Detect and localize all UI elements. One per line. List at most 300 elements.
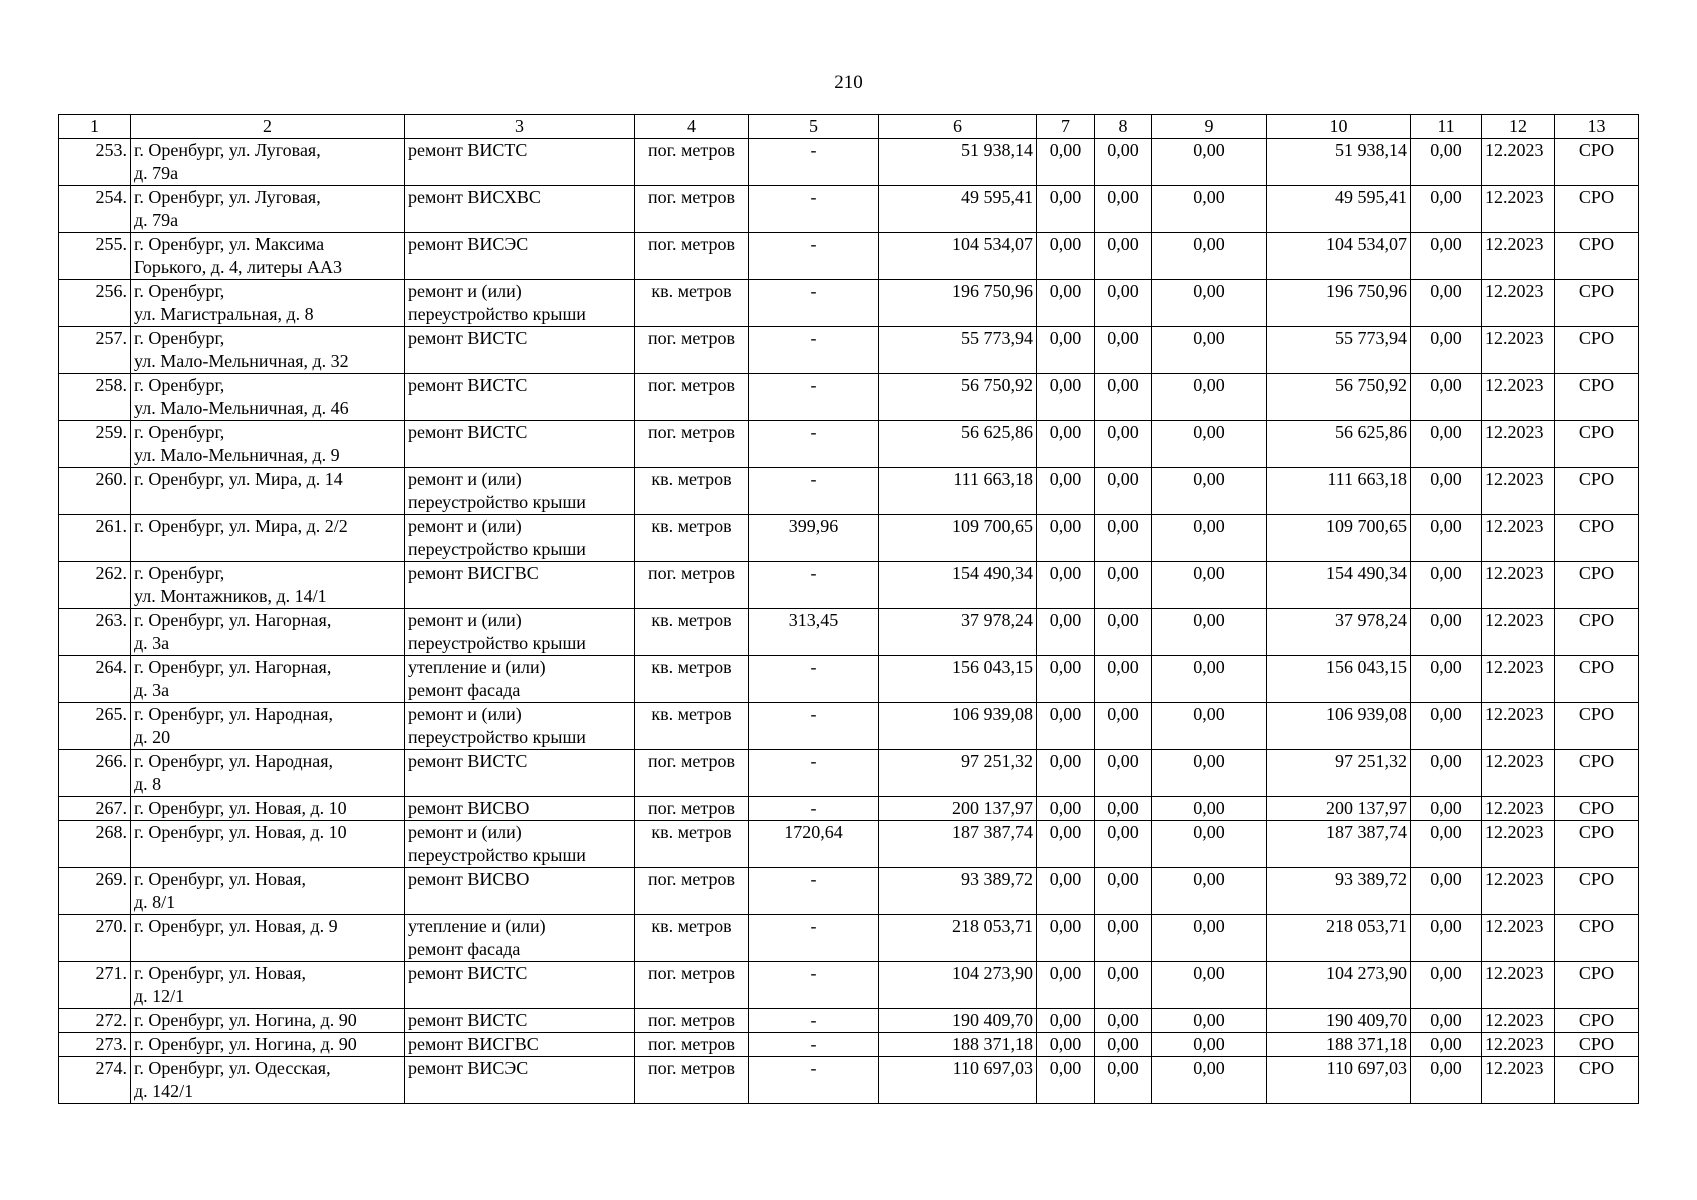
col11-cell: 0,00 [1411, 515, 1482, 562]
row-number: 271. [59, 962, 131, 1009]
col11-cell: 0,00 [1411, 562, 1482, 609]
column-header-6: 6 [879, 115, 1037, 139]
row-number: 262. [59, 562, 131, 609]
deadline-cell: 12.2023 [1482, 868, 1555, 915]
col11-cell: 0,00 [1411, 750, 1482, 797]
row-number: 257. [59, 327, 131, 374]
method-cell: СРО [1555, 515, 1639, 562]
col10-cost-cell: 154 490,34 [1267, 562, 1411, 609]
row-number: 267. [59, 797, 131, 821]
col11-cell: 0,00 [1411, 1057, 1482, 1104]
address-cell: г. Оренбург, ул. Новая, д. 8/1 [131, 868, 405, 915]
table-row [59, 562, 1639, 609]
col11-cell: 0,00 [1411, 821, 1482, 868]
table-row [59, 962, 1639, 1009]
total-cost-cell: 190 409,70 [879, 1009, 1037, 1033]
quantity-cell: - [749, 468, 879, 515]
col11-cell: 0,00 [1411, 1009, 1482, 1033]
col9-cell: 0,00 [1152, 233, 1267, 280]
unit-cell: кв. метров [635, 915, 749, 962]
col9-cell: 0,00 [1152, 374, 1267, 421]
unit-cell: пог. метров [635, 1033, 749, 1057]
unit-cell: пог. метров [635, 186, 749, 233]
col7-cell: 0,00 [1037, 750, 1095, 797]
col11-cell: 0,00 [1411, 233, 1482, 280]
col10-cost-cell: 97 251,32 [1267, 750, 1411, 797]
column-header-11: 11 [1411, 115, 1482, 139]
column-header-9: 9 [1152, 115, 1267, 139]
deadline-cell: 12.2023 [1482, 374, 1555, 421]
address-cell: г. Оренбург, ул. Новая, д. 9 [131, 915, 405, 962]
quantity-cell: - [749, 327, 879, 374]
col11-cell: 0,00 [1411, 421, 1482, 468]
method-cell: СРО [1555, 915, 1639, 962]
col10-cost-cell: 51 938,14 [1267, 139, 1411, 186]
column-header-2: 2 [131, 115, 405, 139]
table-row [59, 1057, 1639, 1104]
table-row [59, 515, 1639, 562]
col11-cell: 0,00 [1411, 797, 1482, 821]
work-type-cell: ремонт ВИСТС [405, 374, 635, 421]
col9-cell: 0,00 [1152, 186, 1267, 233]
work-type-cell: утепление и (или) ремонт фасада [405, 915, 635, 962]
address-cell: г. Оренбург, ул. Ногина, д. 90 [131, 1009, 405, 1033]
col11-cell: 0,00 [1411, 868, 1482, 915]
deadline-cell: 12.2023 [1482, 609, 1555, 656]
column-header-3: 3 [405, 115, 635, 139]
row-number: 260. [59, 468, 131, 515]
quantity-cell: - [749, 280, 879, 327]
total-cost-cell: 156 043,15 [879, 656, 1037, 703]
repair-registry-table [58, 114, 1639, 1104]
deadline-cell: 12.2023 [1482, 821, 1555, 868]
col10-cost-cell: 196 750,96 [1267, 280, 1411, 327]
row-number: 265. [59, 703, 131, 750]
work-type-cell: ремонт ВИСГВС [405, 562, 635, 609]
method-cell: СРО [1555, 468, 1639, 515]
unit-cell: кв. метров [635, 656, 749, 703]
col8-cell: 0,00 [1095, 750, 1152, 797]
col8-cell: 0,00 [1095, 1033, 1152, 1057]
table-row [59, 468, 1639, 515]
row-number: 269. [59, 868, 131, 915]
method-cell: СРО [1555, 656, 1639, 703]
column-header-4: 4 [635, 115, 749, 139]
col8-cell: 0,00 [1095, 327, 1152, 374]
table-row [59, 186, 1639, 233]
method-cell: СРО [1555, 750, 1639, 797]
col8-cell: 0,00 [1095, 962, 1152, 1009]
row-number: 270. [59, 915, 131, 962]
col7-cell: 0,00 [1037, 468, 1095, 515]
unit-cell: кв. метров [635, 515, 749, 562]
col7-cell: 0,00 [1037, 962, 1095, 1009]
col7-cell: 0,00 [1037, 186, 1095, 233]
work-type-cell: ремонт и (или) переустройство крыши [405, 515, 635, 562]
table-row [59, 656, 1639, 703]
method-cell: СРО [1555, 327, 1639, 374]
address-cell: г. Оренбург, ул. Новая, д. 12/1 [131, 962, 405, 1009]
deadline-cell: 12.2023 [1482, 280, 1555, 327]
quantity-cell: - [749, 1009, 879, 1033]
total-cost-cell: 97 251,32 [879, 750, 1037, 797]
method-cell: СРО [1555, 1033, 1639, 1057]
col8-cell: 0,00 [1095, 797, 1152, 821]
method-cell: СРО [1555, 821, 1639, 868]
unit-cell: кв. метров [635, 703, 749, 750]
quantity-cell: 313,45 [749, 609, 879, 656]
quantity-cell: - [749, 1033, 879, 1057]
col9-cell: 0,00 [1152, 327, 1267, 374]
address-cell: г. Оренбург, ул. Луговая, д. 79а [131, 186, 405, 233]
table-row [59, 750, 1639, 797]
quantity-cell: - [749, 703, 879, 750]
total-cost-cell: 93 389,72 [879, 868, 1037, 915]
col8-cell: 0,00 [1095, 562, 1152, 609]
col8-cell: 0,00 [1095, 821, 1152, 868]
col8-cell: 0,00 [1095, 703, 1152, 750]
col7-cell: 0,00 [1037, 1009, 1095, 1033]
col9-cell: 0,00 [1152, 609, 1267, 656]
work-type-cell: ремонт и (или) переустройство крыши [405, 821, 635, 868]
method-cell: СРО [1555, 703, 1639, 750]
col11-cell: 0,00 [1411, 374, 1482, 421]
col10-cost-cell: 56 750,92 [1267, 374, 1411, 421]
row-number: 272. [59, 1009, 131, 1033]
work-type-cell: ремонт ВИСЭС [405, 233, 635, 280]
col10-cost-cell: 55 773,94 [1267, 327, 1411, 374]
col11-cell: 0,00 [1411, 280, 1482, 327]
table-row [59, 139, 1639, 186]
work-type-cell: ремонт ВИСТС [405, 139, 635, 186]
address-cell: г. Оренбург, ул. Мира, д. 2/2 [131, 515, 405, 562]
col10-cost-cell: 56 625,86 [1267, 421, 1411, 468]
address-cell: г. Оренбург, ул. Мало-Мельничная, д. 9 [131, 421, 405, 468]
address-cell: г. Оренбург, ул. Новая, д. 10 [131, 797, 405, 821]
col10-cost-cell: 49 595,41 [1267, 186, 1411, 233]
table-row [59, 421, 1639, 468]
total-cost-cell: 51 938,14 [879, 139, 1037, 186]
total-cost-cell: 218 053,71 [879, 915, 1037, 962]
col9-cell: 0,00 [1152, 515, 1267, 562]
col10-cost-cell: 190 409,70 [1267, 1009, 1411, 1033]
method-cell: СРО [1555, 139, 1639, 186]
col9-cell: 0,00 [1152, 468, 1267, 515]
col8-cell: 0,00 [1095, 186, 1152, 233]
col7-cell: 0,00 [1037, 374, 1095, 421]
row-number: 258. [59, 374, 131, 421]
col9-cell: 0,00 [1152, 280, 1267, 327]
unit-cell: пог. метров [635, 233, 749, 280]
row-number: 261. [59, 515, 131, 562]
col8-cell: 0,00 [1095, 468, 1152, 515]
unit-cell: пог. метров [635, 139, 749, 186]
quantity-cell: - [749, 797, 879, 821]
total-cost-cell: 196 750,96 [879, 280, 1037, 327]
col11-cell: 0,00 [1411, 1033, 1482, 1057]
col10-cost-cell: 200 137,97 [1267, 797, 1411, 821]
col11-cell: 0,00 [1411, 186, 1482, 233]
col11-cell: 0,00 [1411, 962, 1482, 1009]
col11-cell: 0,00 [1411, 915, 1482, 962]
col9-cell: 0,00 [1152, 562, 1267, 609]
work-type-cell: ремонт ВИСЭС [405, 1057, 635, 1104]
quantity-cell: - [749, 233, 879, 280]
total-cost-cell: 104 534,07 [879, 233, 1037, 280]
work-type-cell: ремонт ВИСХВС [405, 186, 635, 233]
address-cell: г. Оренбург, ул. Ногина, д. 90 [131, 1033, 405, 1057]
address-cell: г. Оренбург, ул. Нагорная, д. 3а [131, 656, 405, 703]
deadline-cell: 12.2023 [1482, 1033, 1555, 1057]
col7-cell: 0,00 [1037, 233, 1095, 280]
work-type-cell: ремонт ВИСТС [405, 1009, 635, 1033]
address-cell: г. Оренбург, ул. Нагорная, д. 3а [131, 609, 405, 656]
quantity-cell: - [749, 915, 879, 962]
total-cost-cell: 200 137,97 [879, 797, 1037, 821]
col7-cell: 0,00 [1037, 609, 1095, 656]
total-cost-cell: 37 978,24 [879, 609, 1037, 656]
table-row [59, 915, 1639, 962]
col8-cell: 0,00 [1095, 515, 1152, 562]
col10-cost-cell: 188 371,18 [1267, 1033, 1411, 1057]
table-row [59, 821, 1639, 868]
method-cell: СРО [1555, 562, 1639, 609]
header-row [59, 115, 1639, 139]
total-cost-cell: 55 773,94 [879, 327, 1037, 374]
col9-cell: 0,00 [1152, 962, 1267, 1009]
table-row [59, 374, 1639, 421]
method-cell: СРО [1555, 186, 1639, 233]
quantity-cell: - [749, 374, 879, 421]
column-header-1: 1 [59, 115, 131, 139]
address-cell: г. Оренбург, ул. Народная, д. 8 [131, 750, 405, 797]
deadline-cell: 12.2023 [1482, 139, 1555, 186]
row-number: 254. [59, 186, 131, 233]
col9-cell: 0,00 [1152, 1033, 1267, 1057]
col10-cost-cell: 104 273,90 [1267, 962, 1411, 1009]
work-type-cell: утепление и (или) ремонт фасада [405, 656, 635, 703]
table-header [59, 115, 1639, 139]
method-cell: СРО [1555, 421, 1639, 468]
col7-cell: 0,00 [1037, 421, 1095, 468]
col11-cell: 0,00 [1411, 468, 1482, 515]
col9-cell: 0,00 [1152, 139, 1267, 186]
table-row [59, 327, 1639, 374]
deadline-cell: 12.2023 [1482, 1057, 1555, 1104]
unit-cell: кв. метров [635, 609, 749, 656]
col11-cell: 0,00 [1411, 609, 1482, 656]
row-number: 253. [59, 139, 131, 186]
col11-cell: 0,00 [1411, 656, 1482, 703]
row-number: 273. [59, 1033, 131, 1057]
work-type-cell: ремонт ВИСВО [405, 868, 635, 915]
col10-cost-cell: 156 043,15 [1267, 656, 1411, 703]
quantity-cell: - [749, 421, 879, 468]
deadline-cell: 12.2023 [1482, 915, 1555, 962]
table-row [59, 1009, 1639, 1033]
total-cost-cell: 106 939,08 [879, 703, 1037, 750]
col10-cost-cell: 111 663,18 [1267, 468, 1411, 515]
deadline-cell: 12.2023 [1482, 515, 1555, 562]
unit-cell: пог. метров [635, 868, 749, 915]
column-header-8: 8 [1095, 115, 1152, 139]
unit-cell: кв. метров [635, 821, 749, 868]
col9-cell: 0,00 [1152, 915, 1267, 962]
deadline-cell: 12.2023 [1482, 562, 1555, 609]
unit-cell: пог. метров [635, 750, 749, 797]
quantity-cell: - [749, 656, 879, 703]
deadline-cell: 12.2023 [1482, 327, 1555, 374]
col7-cell: 0,00 [1037, 515, 1095, 562]
col8-cell: 0,00 [1095, 1009, 1152, 1033]
col8-cell: 0,00 [1095, 139, 1152, 186]
col7-cell: 0,00 [1037, 327, 1095, 374]
col10-cost-cell: 37 978,24 [1267, 609, 1411, 656]
col7-cell: 0,00 [1037, 1057, 1095, 1104]
col7-cell: 0,00 [1037, 280, 1095, 327]
col8-cell: 0,00 [1095, 915, 1152, 962]
deadline-cell: 12.2023 [1482, 962, 1555, 1009]
method-cell: СРО [1555, 233, 1639, 280]
total-cost-cell: 188 371,18 [879, 1033, 1037, 1057]
address-cell: г. Оренбург, ул. Мира, д. 14 [131, 468, 405, 515]
work-type-cell: ремонт и (или) переустройство крыши [405, 703, 635, 750]
address-cell: г. Оренбург, ул. Мало-Мельничная, д. 46 [131, 374, 405, 421]
work-type-cell: ремонт ВИСГВС [405, 1033, 635, 1057]
address-cell: г. Оренбург, ул. Народная, д. 20 [131, 703, 405, 750]
col9-cell: 0,00 [1152, 1057, 1267, 1104]
method-cell: СРО [1555, 1057, 1639, 1104]
col9-cell: 0,00 [1152, 1009, 1267, 1033]
address-cell: г. Оренбург, ул. Магистральная, д. 8 [131, 280, 405, 327]
row-number: 263. [59, 609, 131, 656]
deadline-cell: 12.2023 [1482, 797, 1555, 821]
work-type-cell: ремонт и (или) переустройство крыши [405, 280, 635, 327]
table-row [59, 868, 1639, 915]
col8-cell: 0,00 [1095, 656, 1152, 703]
col10-cost-cell: 110 697,03 [1267, 1057, 1411, 1104]
col8-cell: 0,00 [1095, 374, 1152, 421]
method-cell: СРО [1555, 797, 1639, 821]
work-type-cell: ремонт ВИСВО [405, 797, 635, 821]
table-row [59, 703, 1639, 750]
col9-cell: 0,00 [1152, 868, 1267, 915]
quantity-cell: - [749, 750, 879, 797]
column-header-10: 10 [1267, 115, 1411, 139]
col7-cell: 0,00 [1037, 562, 1095, 609]
col11-cell: 0,00 [1411, 703, 1482, 750]
table-row [59, 280, 1639, 327]
method-cell: СРО [1555, 609, 1639, 656]
total-cost-cell: 111 663,18 [879, 468, 1037, 515]
table-row [59, 233, 1639, 280]
col8-cell: 0,00 [1095, 421, 1152, 468]
col9-cell: 0,00 [1152, 421, 1267, 468]
quantity-cell: 1720,64 [749, 821, 879, 868]
col7-cell: 0,00 [1037, 139, 1095, 186]
total-cost-cell: 56 625,86 [879, 421, 1037, 468]
work-type-cell: ремонт и (или) переустройство крыши [405, 609, 635, 656]
unit-cell: пог. метров [635, 797, 749, 821]
table-row [59, 1033, 1639, 1057]
column-header-7: 7 [1037, 115, 1095, 139]
work-type-cell: ремонт ВИСТС [405, 421, 635, 468]
deadline-cell: 12.2023 [1482, 468, 1555, 515]
unit-cell: пог. метров [635, 327, 749, 374]
column-header-12: 12 [1482, 115, 1555, 139]
col8-cell: 0,00 [1095, 1057, 1152, 1104]
unit-cell: пог. метров [635, 421, 749, 468]
quantity-cell: - [749, 962, 879, 1009]
total-cost-cell: 49 595,41 [879, 186, 1037, 233]
deadline-cell: 12.2023 [1482, 656, 1555, 703]
col11-cell: 0,00 [1411, 139, 1482, 186]
work-type-cell: ремонт и (или) переустройство крыши [405, 468, 635, 515]
total-cost-cell: 104 273,90 [879, 962, 1037, 1009]
deadline-cell: 12.2023 [1482, 703, 1555, 750]
col10-cost-cell: 106 939,08 [1267, 703, 1411, 750]
unit-cell: пог. метров [635, 1057, 749, 1104]
deadline-cell: 12.2023 [1482, 421, 1555, 468]
unit-cell: кв. метров [635, 280, 749, 327]
deadline-cell: 12.2023 [1482, 186, 1555, 233]
row-number: 268. [59, 821, 131, 868]
col7-cell: 0,00 [1037, 797, 1095, 821]
column-header-5: 5 [749, 115, 879, 139]
row-number: 264. [59, 656, 131, 703]
quantity-cell: - [749, 562, 879, 609]
col8-cell: 0,00 [1095, 868, 1152, 915]
col7-cell: 0,00 [1037, 656, 1095, 703]
quantity-cell: - [749, 139, 879, 186]
row-number: 274. [59, 1057, 131, 1104]
address-cell: г. Оренбург, ул. Максима Горького, д. 4, литеры АА3 [131, 233, 405, 280]
unit-cell: пог. метров [635, 374, 749, 421]
total-cost-cell: 154 490,34 [879, 562, 1037, 609]
unit-cell: пог. метров [635, 562, 749, 609]
table-body [59, 139, 1639, 1104]
row-number: 259. [59, 421, 131, 468]
col9-cell: 0,00 [1152, 797, 1267, 821]
address-cell: г. Оренбург, ул. Одесская, д. 142/1 [131, 1057, 405, 1104]
col8-cell: 0,00 [1095, 280, 1152, 327]
unit-cell: кв. метров [635, 468, 749, 515]
quantity-cell: - [749, 1057, 879, 1104]
deadline-cell: 12.2023 [1482, 1009, 1555, 1033]
col7-cell: 0,00 [1037, 821, 1095, 868]
method-cell: СРО [1555, 868, 1639, 915]
quantity-cell: 399,96 [749, 515, 879, 562]
method-cell: СРО [1555, 1009, 1639, 1033]
work-type-cell: ремонт ВИСТС [405, 750, 635, 797]
col7-cell: 0,00 [1037, 868, 1095, 915]
col10-cost-cell: 218 053,71 [1267, 915, 1411, 962]
row-number: 255. [59, 233, 131, 280]
col10-cost-cell: 187 387,74 [1267, 821, 1411, 868]
col10-cost-cell: 109 700,65 [1267, 515, 1411, 562]
deadline-cell: 12.2023 [1482, 233, 1555, 280]
total-cost-cell: 56 750,92 [879, 374, 1037, 421]
unit-cell: пог. метров [635, 962, 749, 1009]
col9-cell: 0,00 [1152, 703, 1267, 750]
address-cell: г. Оренбург, ул. Новая, д. 10 [131, 821, 405, 868]
col10-cost-cell: 93 389,72 [1267, 868, 1411, 915]
quantity-cell: - [749, 868, 879, 915]
col7-cell: 0,00 [1037, 915, 1095, 962]
col9-cell: 0,00 [1152, 656, 1267, 703]
column-header-13: 13 [1555, 115, 1639, 139]
col9-cell: 0,00 [1152, 821, 1267, 868]
